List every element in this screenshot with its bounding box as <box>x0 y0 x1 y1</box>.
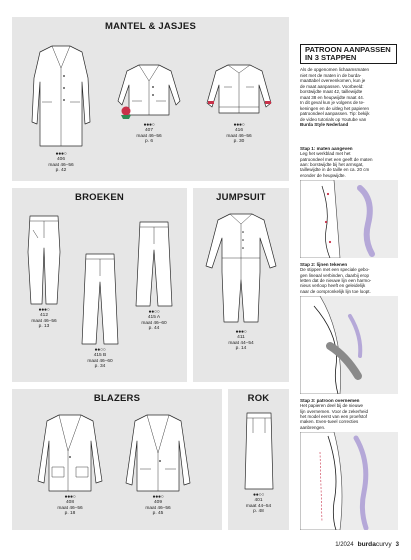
item-411[interactable] <box>199 210 283 352</box>
heading-line-1: PATROON AANPASSEN <box>305 45 391 54</box>
issue-number: 1/2024 <box>335 542 354 548</box>
item-number: 407 <box>144 128 153 133</box>
item-number: 412 <box>39 313 48 318</box>
section-title-broeken: BROEKEN <box>75 192 124 203</box>
difficulty-dots: ●●○○ <box>253 492 264 498</box>
item-416[interactable] <box>202 61 276 145</box>
intro-line: keningen en de uitleg het papieren <box>300 105 370 111</box>
item-size: maat 44–54 <box>228 340 254 346</box>
trousers-415b-drawing <box>78 250 122 348</box>
panel-blazers <box>12 389 222 530</box>
difficulty-dots: ●●●○ <box>152 494 164 500</box>
item-409[interactable] <box>120 411 196 517</box>
intro-line: In dit geval kun je volgens de te- <box>300 100 365 105</box>
item-page: p. 14 <box>235 346 247 352</box>
step-2-text <box>300 262 398 294</box>
jumpsuit-411-drawing <box>200 210 282 330</box>
page-number: 3 <box>395 542 399 548</box>
panel-rok <box>228 389 289 530</box>
section-title-rok: ROK <box>247 393 270 404</box>
step-line: het model eerst van een proefstof <box>300 414 368 419</box>
step-1-title: Stap 1: maten aangeven <box>300 146 353 151</box>
item-number: 401 <box>254 498 263 503</box>
item-page: p. 13 <box>38 324 50 330</box>
intro-line: niet met de maten in de burda- <box>300 72 362 78</box>
step-line: naar de oorspronkelijk lijn toe loopt. <box>300 288 371 294</box>
item-page: p. 34 <box>94 364 106 370</box>
section-title-blazers: BLAZERS <box>93 393 141 404</box>
intro-line: de video tutorials op Youtube van <box>300 116 367 122</box>
step-2-illustration <box>300 296 398 394</box>
step-3-text <box>300 398 398 430</box>
jacket-407-drawing <box>114 61 184 123</box>
step-line: lijn overnemen. Voor de zekerheid <box>300 408 369 414</box>
step-line: taillewijdte in de taille en ca. 20 cm <box>300 167 370 173</box>
item-page: p. 48 <box>253 509 264 515</box>
brand-part-2: curvy <box>375 541 392 548</box>
item-size: maat 46–60 <box>141 320 167 326</box>
item-415a[interactable] <box>126 218 182 332</box>
jacket-416-drawing <box>202 61 276 123</box>
item-size: maat 44–54 <box>245 503 272 509</box>
difficulty-dots: ●●●○ <box>143 122 155 128</box>
item-page: p. 18 <box>64 511 76 517</box>
item-size: maat 46–56 <box>226 133 252 139</box>
difficulty-dots: ●●●○ <box>233 122 245 128</box>
step-line: letten dat de nieuwe lijn een harmo- <box>300 278 372 283</box>
step-2-title: Stap 2: lijnen tekenen <box>300 262 348 267</box>
step-line: gen lineaal verbinden, daarbij erop <box>300 272 370 278</box>
difficulty-dots: ●●●○ <box>55 151 67 157</box>
difficulty-dots: ●●○○ <box>94 347 106 353</box>
step-line: De stippen met een speciale gebo- <box>300 267 370 273</box>
intro-line: maattabel overeenkomen, kun je <box>300 78 366 83</box>
step-line: aanbrengen. <box>300 424 326 430</box>
panel-mantel-jasjes <box>12 17 289 181</box>
item-number: 408 <box>65 500 74 505</box>
item-412[interactable] <box>18 212 70 330</box>
step-2-pattern-drawing <box>300 296 398 394</box>
brand-part-1: burda <box>357 541 376 548</box>
step-line: Leg het werkblad met het <box>300 151 351 157</box>
item-size: maat 46–56 <box>136 133 162 139</box>
skirt-401-drawing <box>239 409 279 493</box>
youtube-channel-link[interactable]: Burda Style Nederland <box>300 122 349 127</box>
brand-logo <box>358 541 392 548</box>
item-number: 409 <box>153 500 162 505</box>
blazer-409-drawing <box>121 411 195 495</box>
item-size: maat 46–56 <box>31 318 57 324</box>
pattern-adjust-heading <box>300 44 397 64</box>
step-3-title: Stap 3: patroon overnemen <box>300 398 360 403</box>
intro-line: de maat aanpassen. Voorbeeld: <box>300 83 364 89</box>
item-size: maat 46–56 <box>48 162 74 168</box>
step-line: maken. Even-tueel correcties <box>300 419 359 425</box>
step-3-illustration <box>300 432 398 530</box>
trousers-412-drawing <box>24 212 64 308</box>
step-line: aan: borstwijdte bij het armsgat, <box>300 162 364 167</box>
difficulty-dots: ●●○○ <box>148 309 160 315</box>
item-415b[interactable] <box>72 250 128 370</box>
item-401[interactable] <box>232 409 285 515</box>
step-line: nieus verloop heeft en geleidelijk <box>300 283 366 289</box>
item-408[interactable] <box>32 411 108 517</box>
item-page: p. 42 <box>55 168 67 174</box>
section-title-jumpsuit: JUMPSUIT <box>216 192 266 203</box>
blazer-408-drawing <box>33 411 107 495</box>
page-footer <box>335 541 399 548</box>
item-size: maat 46–56 <box>145 505 171 511</box>
item-number: 416 <box>234 128 243 133</box>
item-size: maat 46–60 <box>87 358 113 364</box>
item-page: p. 44 <box>148 326 160 332</box>
item-number: 415 B <box>93 353 107 358</box>
intro-text <box>300 67 397 128</box>
item-page: p. 45 <box>152 511 164 517</box>
step-3-pattern-drawing <box>300 432 398 530</box>
step-line: eronder de heupwijdte. <box>300 172 346 178</box>
pattern-adjust-box <box>300 44 397 128</box>
difficulty-dots: ●●●○ <box>38 307 50 313</box>
heading-line-2: IN 3 STAPPEN <box>305 53 357 62</box>
step-line: Het papieren deel bij de nieuwe <box>300 403 364 409</box>
trousers-415a-drawing <box>132 218 176 310</box>
item-page: p. 30 <box>233 139 245 145</box>
step-1-text <box>300 146 398 178</box>
intro-line: borstwijdte maat 42, taillewijdte <box>300 89 363 94</box>
step-line: patroondeel met een geeft de maten <box>300 156 373 162</box>
panel-jumpsuit <box>193 188 289 382</box>
difficulty-dots: ●●●○ <box>235 329 247 335</box>
section-title-mantel: MANTEL & JASJES <box>105 21 196 32</box>
item-407[interactable] <box>114 61 184 145</box>
item-number: 411 <box>237 335 245 340</box>
panel-broeken <box>12 188 187 382</box>
item-size: maat 46–56 <box>57 505 83 511</box>
item-406[interactable] <box>26 42 96 174</box>
difficulty-dots: ●●●○ <box>64 494 76 500</box>
intro-line: patroondeel aanpassen. Tip: bekijk <box>300 111 370 116</box>
intro-line: maat 38 en heupwijdte maat 44. <box>300 94 365 100</box>
item-page: p. 6 <box>144 139 153 145</box>
intro-line: Als de opgenomen lichaamsmaten <box>300 67 370 72</box>
step-1-pattern-drawing <box>300 180 398 258</box>
step-1-illustration <box>300 180 398 258</box>
item-number: 415 A <box>147 315 161 320</box>
coat-406-drawing <box>30 42 92 152</box>
item-number: 406 <box>56 157 65 162</box>
